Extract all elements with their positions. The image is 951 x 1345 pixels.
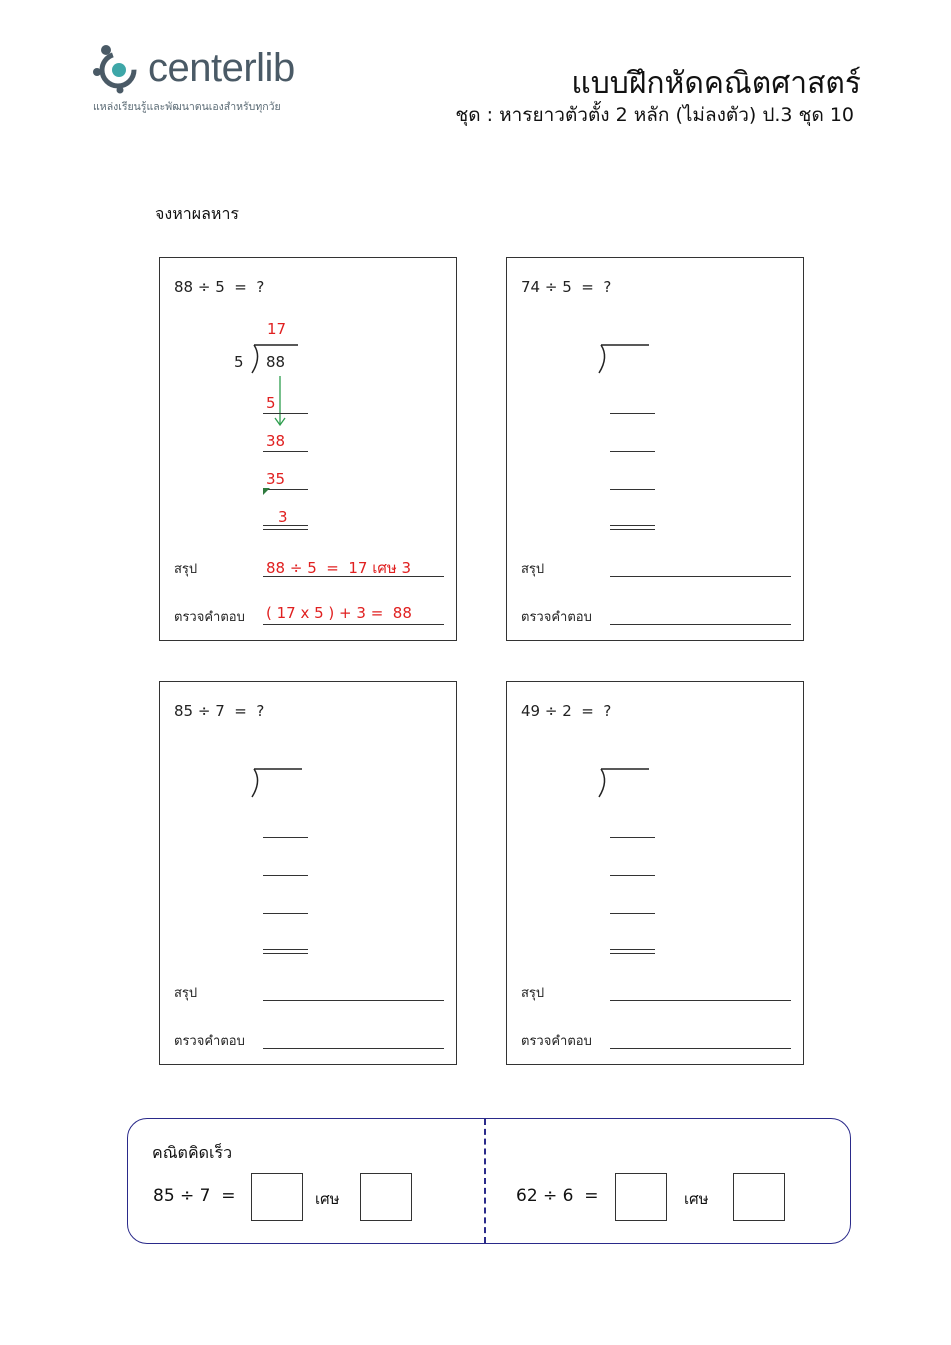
step-line — [263, 451, 308, 452]
example-card — [159, 257, 457, 641]
check-label: ตรวจคำตอบ — [174, 610, 245, 625]
page-title: แบบฝึกหัดคณิตศาสตร์ — [571, 66, 861, 101]
summary-label: สรุป — [174, 562, 198, 577]
question-text: 88 ÷ 5 = ? — [174, 278, 265, 296]
quotient-input-box[interactable] — [615, 1173, 667, 1221]
question-text: 74 ÷ 5 = ? — [521, 278, 612, 296]
logo-icon — [92, 42, 148, 94]
summary-line — [263, 576, 444, 577]
remainder-double-line — [610, 949, 655, 954]
step-line — [610, 451, 655, 452]
remainder-label: เศษ — [684, 1190, 709, 1208]
step-line — [610, 413, 655, 414]
problem-card — [506, 681, 804, 1065]
quick-math-expression: 85 ÷ 7 = — [153, 1186, 236, 1206]
divisor: 5 — [234, 353, 244, 371]
summary-answer-line[interactable] — [610, 1000, 791, 1001]
page-subtitle: ชุด : หารยาวตัวตั้ง 2 หลัก (ไม่ลงตัว) ป.3 ชุด 10 — [455, 104, 854, 126]
step-line — [263, 413, 308, 414]
quick-math-expression: 62 ÷ 6 = — [516, 1186, 599, 1206]
step-line — [610, 913, 655, 914]
remainder-input-box[interactable] — [733, 1173, 785, 1221]
quick-math-panel — [127, 1118, 851, 1244]
summary-answer: 88 ÷ 5 = 17 เศษ 3 — [266, 559, 412, 577]
summary-label: สรุป — [174, 986, 198, 1001]
dashed-divider — [484, 1119, 486, 1243]
remainder-input-box[interactable] — [360, 1173, 412, 1221]
division-bracket — [595, 343, 651, 375]
step-line — [263, 875, 308, 876]
problem-card — [159, 681, 457, 1065]
step-value: 38 — [266, 432, 286, 450]
check-label: ตรวจคำตอบ — [174, 1034, 245, 1049]
check-answer-line[interactable] — [610, 1048, 791, 1049]
check-label: ตรวจคำตอบ — [521, 610, 592, 625]
logo-tagline: แหล่งเรียนรู้และพัฒนาตนเองสำหรับทุกวัย — [93, 101, 281, 113]
summary-label: สรุป — [521, 562, 545, 577]
summary-answer-line[interactable] — [263, 1000, 444, 1001]
check-answer-line[interactable] — [263, 1048, 444, 1049]
quick-math-title: คณิตคิดเร็ว — [152, 1143, 233, 1162]
logo — [92, 40, 342, 120]
quotient: 17 — [267, 320, 287, 338]
division-bracket — [248, 767, 304, 799]
check-line — [263, 624, 444, 625]
quotient-input-box[interactable] — [251, 1173, 303, 1221]
step-value: 5 — [266, 394, 276, 412]
check-label: ตรวจคำตอบ — [521, 1034, 592, 1049]
remainder-value: 3 — [278, 508, 288, 526]
problem-card — [506, 257, 804, 641]
remainder-double-line — [610, 525, 655, 530]
summary-answer-line[interactable] — [610, 576, 791, 577]
division-bracket — [595, 767, 651, 799]
logo-wordmark: centerlib — [148, 46, 295, 90]
step-line — [610, 875, 655, 876]
step-line — [263, 837, 308, 838]
remainder-double-line — [263, 525, 308, 530]
summary-label: สรุป — [521, 986, 545, 1001]
step-line — [610, 837, 655, 838]
check-answer: ( 17 x 5 ) + 3 = 88 — [266, 604, 412, 622]
step-line — [263, 913, 308, 914]
instruction: จงหาผลหาร — [155, 204, 240, 223]
dividend: 88 — [266, 353, 286, 371]
marker-triangle — [263, 488, 271, 496]
remainder-label: เศษ — [315, 1190, 340, 1208]
remainder-double-line — [263, 949, 308, 954]
check-answer-line[interactable] — [610, 624, 791, 625]
question-text: 85 ÷ 7 = ? — [174, 702, 265, 720]
step-value: 35 — [266, 470, 286, 488]
question-text: 49 ÷ 2 = ? — [521, 702, 612, 720]
step-line — [610, 489, 655, 490]
